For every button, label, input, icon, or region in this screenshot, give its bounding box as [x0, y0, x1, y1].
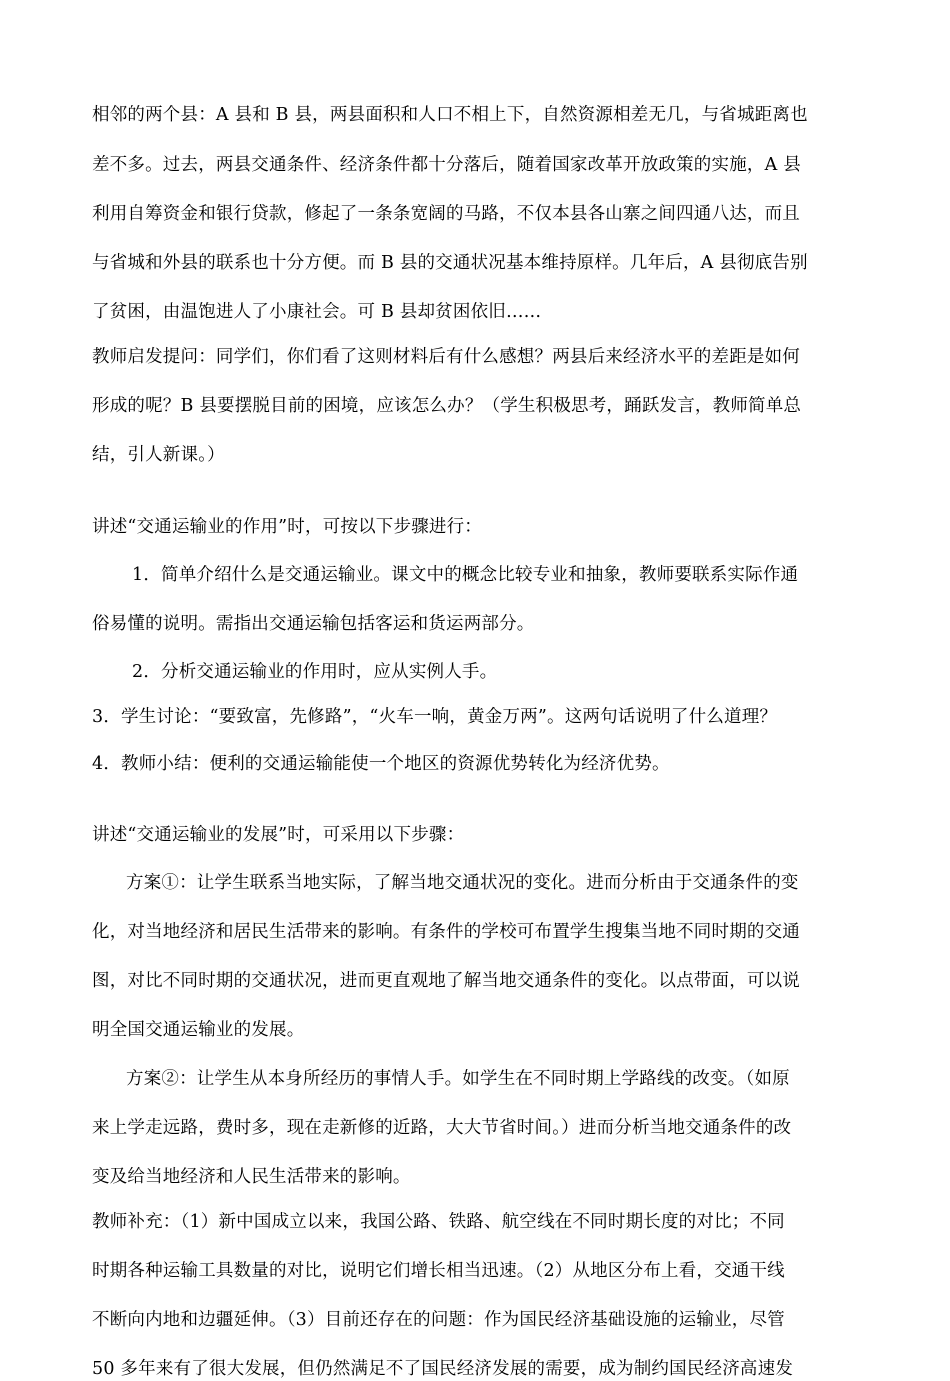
plan-item: 方案①：让学生联系当地实际，了解当地交通状况的变化。进而分析由于交通条件的变 [126, 873, 799, 893]
paragraph-line: 来上学走远路，费时多，现在走新修的近路，大大节省时间。）进而分析当地交通条件的改 [92, 1118, 792, 1138]
paragraph-line: 相邻的两个县：A 县和 B 县，两县面积和人口不相上下，自然资源相差无几，与省城距离也 [92, 105, 808, 125]
paragraph-line: 教师启发提问：同学们，你们看了这则材料后有什么感想？两县后来经济水平的差距是如何 [92, 347, 800, 367]
paragraph-line: 结，引人新课。） [92, 445, 225, 465]
paragraph-line: 时期各种运输工具数量的对比，说明它们增长相当迅速。（2）从地区分布上看，交通干线 [92, 1261, 785, 1281]
section-heading-development: 讲述“交通运输业的发展”时，可采用以下步骤： [92, 825, 465, 845]
paragraph-line: 不断向内地和边疆延伸。（3）目前还存在的问题：作为国民经济基础设施的运输业，尽管 [92, 1310, 785, 1330]
step-item: 2．分析交通运输业的作用时，应从实例人手。 [132, 662, 498, 682]
plan-item: 方案②：让学生从本身所经历的事情人手。如学生在不同时期上学路线的改变。（如原 [126, 1069, 790, 1089]
paragraph-line: 俗易懂的说明。需指出交通运输包括客运和货运两部分。 [92, 614, 535, 634]
section-heading-role: 讲述“交通运输业的作用”时，可按以下步骤进行： [92, 517, 482, 537]
paragraph-line: 教师补充：（1）新中国成立以来，我国公路、铁路、航空线在不同时期长度的对比；不同 [92, 1212, 785, 1232]
step-item: 3．学生讨论：“要致富，先修路”，“火车一响，黄金万两”。这两句话说明了什么道理？ [92, 707, 778, 727]
paragraph-line: 与省城和外县的联系也十分方便。而 B 县的交通状况基本维持原样。几年后，A 县彻底告别 [92, 253, 808, 273]
step-item: 4．教师小结：便利的交通运输能使一个地区的资源优势转化为经济优势。 [92, 754, 670, 774]
step-item: 1．简单介绍什么是交通运输业。课文中的概念比较专业和抽象，教师要联系实际作通 [132, 565, 799, 585]
paragraph-line: 差不多。过去，两县交通条件、经济条件都十分落后，随着国家改革开放政策的实施，A 县 [92, 155, 801, 175]
paragraph-line: 化，对当地经济和居民生活带来的影响。有条件的学校可布置学生搜集当地不同时期的交通 [92, 922, 800, 942]
paragraph-line: 明全国交通运输业的发展。 [92, 1020, 305, 1040]
paragraph-line: 了贫困，由温饱进人了小康社会。可 B 县却贫困依旧…… [92, 302, 542, 322]
paragraph-line: 图，对比不同时期的交通状况，进而更直观地了解当地交通条件的变化。以点带面，可以说 [92, 971, 800, 991]
paragraph-line: 变及给当地经济和人民生活带来的影响。 [92, 1167, 411, 1187]
paragraph-line: 利用自筹资金和银行贷款，修起了一条条宽阔的马路，不仅本县各山寨之间四通八达，而且 [92, 204, 800, 224]
paragraph-line: 形成的呢？B 县要摆脱目前的困境，应该怎么办？（学生积极思考，踊跃发言，教师简单总 [92, 396, 802, 416]
paragraph-line: 50 多年来有了很大发展，但仍然满足不了国民经济发展的需要，成为制约国民经济高速发 [92, 1359, 794, 1379]
